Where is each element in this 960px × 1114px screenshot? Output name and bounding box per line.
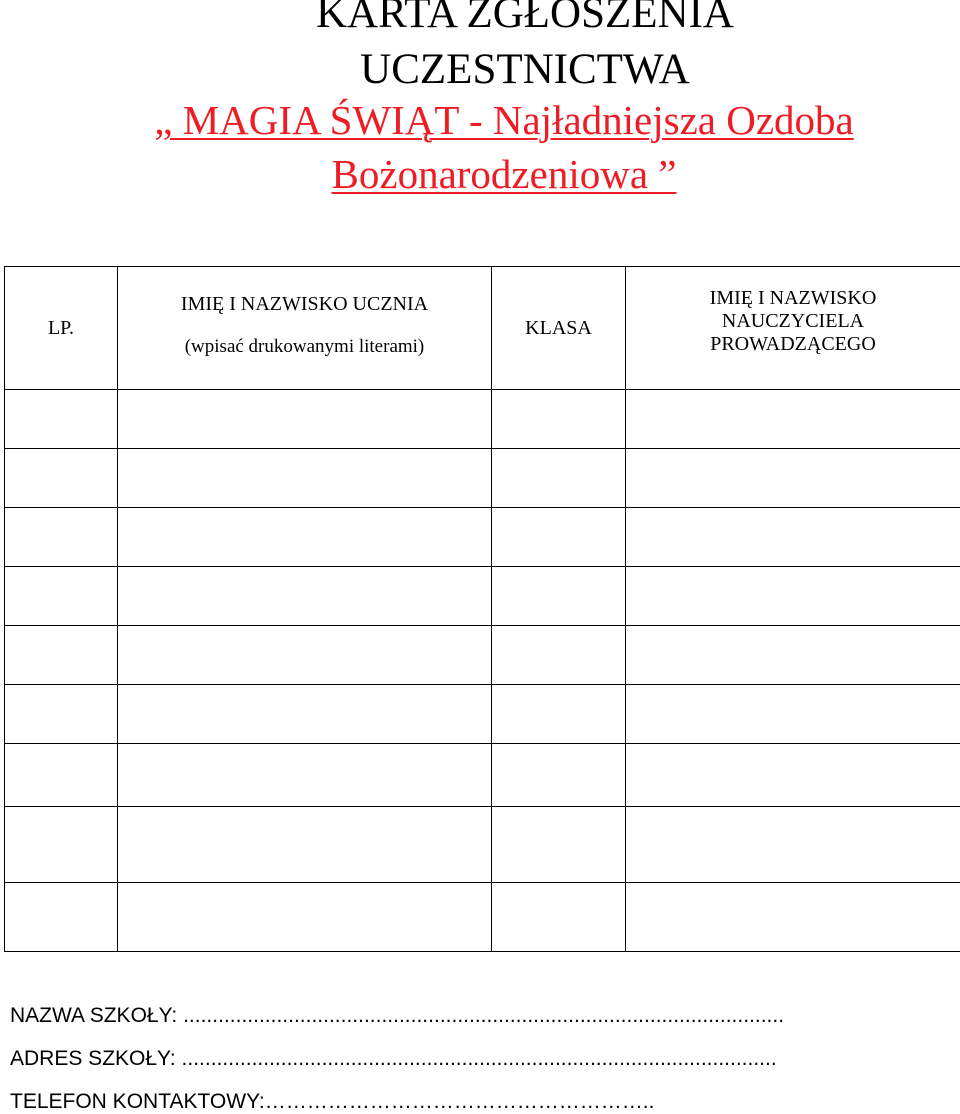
header-lp-label: LP. [48,317,74,339]
header-teacher-line-3: PROWADZĄCEGO [626,333,960,356]
table-row [5,685,960,744]
cell-lp[interactable] [5,626,118,685]
cell-lp[interactable] [5,449,118,508]
cell-student-name[interactable] [118,685,492,744]
header-student-name [118,267,492,390]
cell-lp[interactable] [5,390,118,449]
cell-teacher[interactable] [626,685,960,744]
table-row [5,807,960,883]
cell-class[interactable] [492,508,626,567]
cell-student-name[interactable] [118,744,492,807]
cell-lp[interactable] [5,883,118,952]
cell-student-name[interactable] [118,883,492,952]
title-line-2: UCZESTNICTWA [45,44,960,96]
cell-teacher[interactable] [626,449,960,508]
cell-class[interactable] [492,390,626,449]
cell-student-name[interactable] [118,508,492,567]
cell-student-name[interactable] [118,390,492,449]
cell-teacher[interactable] [626,508,960,567]
registration-table [4,266,960,952]
cell-student-name[interactable] [118,807,492,883]
table-row [5,508,960,567]
cell-lp[interactable] [5,685,118,744]
cell-class[interactable] [492,567,626,626]
cell-lp[interactable] [5,508,118,567]
table-row [5,744,960,807]
header-teacher-line-1: IMIĘ I NAZWISKO [626,287,960,310]
header-teacher [626,267,960,390]
cell-teacher[interactable] [626,390,960,449]
table-row [5,390,960,449]
table-header-row [5,267,960,390]
header-class [492,267,626,390]
cell-class[interactable] [492,744,626,807]
cell-lp[interactable] [5,744,118,807]
cell-student-name[interactable] [118,567,492,626]
contest-name-line-2: Bożonarodzeniowa ” [24,148,960,200]
table-row [5,567,960,626]
cell-lp[interactable] [5,567,118,626]
cell-class[interactable] [492,807,626,883]
cell-student-name[interactable] [118,449,492,508]
cell-teacher[interactable] [626,883,960,952]
cell-class[interactable] [492,626,626,685]
cell-lp[interactable] [5,807,118,883]
header-lp [5,267,118,390]
header-class-label: KLASA [525,317,592,339]
header-student-name-label: IMIĘ I NAZWISKO UCZNIA [118,293,491,316]
table-row [5,883,960,952]
phone-field[interactable]: TELEFON KONTAKTOWY:……………………………………………….. [10,1090,654,1114]
table-row [5,626,960,685]
cell-teacher[interactable] [626,744,960,807]
cell-student-name[interactable] [118,626,492,685]
header-student-name-hint: (wpisać drukowanymi literami) [118,336,491,358]
cell-class[interactable] [492,883,626,952]
cell-class[interactable] [492,449,626,508]
cell-teacher[interactable] [626,567,960,626]
school-address-field[interactable]: ADRES SZKOŁY: ...................................................................................................... [10,1047,777,1071]
cell-teacher[interactable] [626,626,960,685]
cell-class[interactable] [492,685,626,744]
table-body [5,390,960,952]
cell-teacher[interactable] [626,807,960,883]
header-teacher-line-2: NAUCZYCIELA [626,310,960,333]
title-line-1: KARTA ZGŁOSZENIA [45,0,960,40]
contest-name-line-1: „ MAGIA ŚWIĄT - Najładniejsza Ozdoba [24,94,960,146]
school-name-field[interactable]: NAZWA SZKOŁY: ....................................................................................................... [10,1004,784,1028]
table-row [5,449,960,508]
